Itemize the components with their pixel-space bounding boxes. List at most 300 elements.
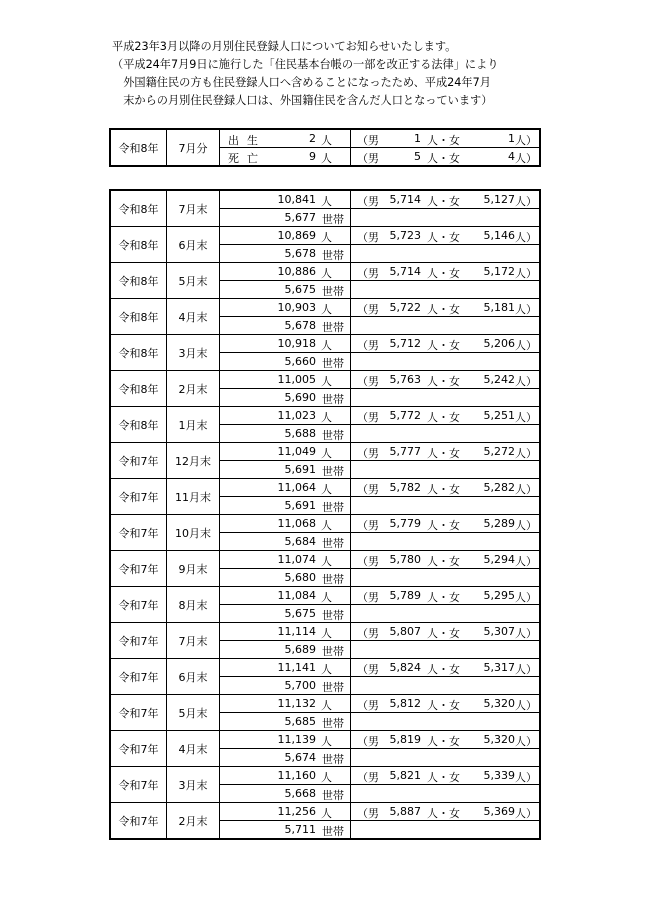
total-cell: [220, 587, 351, 605]
household-cell: [220, 425, 351, 443]
male-count: 5,807: [389, 625, 421, 638]
female-count: 5,282: [483, 481, 515, 494]
male-count: 5,780: [389, 553, 421, 566]
empty-cell: [351, 533, 541, 551]
total-population: 11,064: [277, 481, 316, 494]
female-count: 5,272: [483, 445, 515, 458]
table-row: [110, 335, 540, 353]
person-unit: 人: [321, 699, 332, 712]
household-count: 5,688: [284, 427, 316, 440]
table-row: [110, 623, 540, 641]
female-count: 5,339: [483, 769, 515, 782]
row-year: 令和8年: [110, 227, 167, 263]
total-cell: [220, 443, 351, 461]
household-unit: 世帯: [322, 357, 344, 370]
open-label: （男: [357, 303, 379, 316]
sex-breakdown-cell: [351, 551, 541, 569]
household-cell: [220, 713, 351, 731]
total-population: 11,141: [277, 661, 316, 674]
total-cell: [220, 190, 351, 209]
sex-breakdown-cell: [351, 767, 541, 785]
female-count: 5,206: [483, 337, 515, 350]
sex-breakdown-cell: [351, 443, 541, 461]
household-unit: 世帯: [322, 645, 344, 658]
household-unit: 世帯: [322, 825, 344, 838]
male-count: 5,782: [389, 481, 421, 494]
open-label: （男: [357, 375, 379, 388]
total-cell: [220, 335, 351, 353]
empty-cell: [351, 317, 541, 335]
total-cell: [220, 407, 351, 425]
birth-female: 1: [508, 132, 515, 145]
sex-breakdown-cell: [351, 407, 541, 425]
person-unit: 人: [321, 267, 332, 280]
household-unit: 世帯: [322, 285, 344, 298]
open-label: （男: [357, 134, 379, 147]
total-population: 11,160: [277, 769, 316, 782]
open-label: （男: [357, 339, 379, 352]
household-count: 5,691: [284, 499, 316, 512]
female-count: 5,127: [483, 193, 515, 206]
close-label: 人）: [515, 699, 537, 712]
close-label: 人）: [515, 519, 537, 532]
death-cell: [220, 148, 351, 167]
row-month: 3月末: [167, 335, 220, 371]
table-row: [110, 695, 540, 713]
male-count: 5,714: [389, 265, 421, 278]
household-cell: [220, 245, 351, 263]
male-count: 5,812: [389, 697, 421, 710]
empty-cell: [351, 821, 541, 840]
person-unit: 人: [321, 663, 332, 676]
open-label: （男: [357, 807, 379, 820]
death-label: 死亡: [228, 152, 266, 165]
male-count: 5,772: [389, 409, 421, 422]
sex-breakdown-cell: [351, 731, 541, 749]
close-label: 人）: [515, 134, 537, 147]
person-female-label: 人・女: [427, 411, 460, 424]
female-count: 5,294: [483, 553, 515, 566]
empty-cell: [351, 785, 541, 803]
empty-cell: [351, 461, 541, 479]
total-population: 11,023: [277, 409, 316, 422]
total-cell: [220, 371, 351, 389]
male-count: 5,723: [389, 229, 421, 242]
person-unit: 人: [321, 375, 332, 388]
sex-breakdown-cell: [351, 479, 541, 497]
total-population: 10,886: [277, 265, 316, 278]
total-cell: [220, 515, 351, 533]
row-year: 令和8年: [110, 190, 167, 227]
sex-breakdown-cell: [351, 371, 541, 389]
table-row: [110, 371, 540, 389]
person-female-label: 人・女: [427, 195, 460, 208]
row-year: 令和7年: [110, 731, 167, 767]
household-count: 5,711: [284, 823, 316, 836]
female-count: 5,251: [483, 409, 515, 422]
table-row: [110, 659, 540, 677]
row-month: 12月末: [167, 443, 220, 479]
household-count: 5,674: [284, 751, 316, 764]
total-population: 10,918: [277, 337, 316, 350]
open-label: （男: [357, 555, 379, 568]
row-month: 6月末: [167, 227, 220, 263]
male-count: 5,824: [389, 661, 421, 674]
row-month: 10月末: [167, 515, 220, 551]
sex-breakdown-cell: [351, 263, 541, 281]
person-unit: 人: [321, 591, 332, 604]
person-unit: 人: [321, 627, 332, 640]
close-label: 人）: [515, 231, 537, 244]
total-cell: [220, 767, 351, 785]
household-cell: [220, 389, 351, 407]
empty-cell: [351, 245, 541, 263]
row-month: 3月末: [167, 767, 220, 803]
person-female-label: 人・女: [427, 627, 460, 640]
male-count: 5,887: [389, 805, 421, 818]
row-year: 令和7年: [110, 695, 167, 731]
household-count: 5,700: [284, 679, 316, 692]
total-population: 11,049: [277, 445, 316, 458]
table-row: [110, 299, 540, 317]
total-cell: [220, 479, 351, 497]
total-population: 11,068: [277, 517, 316, 530]
person-unit: 人: [321, 411, 332, 424]
table-row: [110, 515, 540, 533]
total-cell: [220, 227, 351, 245]
close-label: 人）: [515, 735, 537, 748]
female-count: 5,320: [483, 733, 515, 746]
person-unit: 人: [321, 231, 332, 244]
person-female-label: 人・女: [427, 483, 460, 496]
birth-count: 2: [309, 132, 316, 145]
vital-month: 7月分: [167, 129, 220, 166]
sex-breakdown-cell: [351, 587, 541, 605]
sex-breakdown-cell: [351, 803, 541, 821]
death-sex-cell: [351, 148, 541, 167]
row-year: 令和8年: [110, 335, 167, 371]
household-count: 5,680: [284, 571, 316, 584]
household-cell: [220, 749, 351, 767]
birth-sex-cell: [351, 129, 541, 148]
total-population: 11,139: [277, 733, 316, 746]
household-count: 5,684: [284, 535, 316, 548]
close-label: 人）: [515, 591, 537, 604]
total-population: 11,256: [277, 805, 316, 818]
row-year: 令和7年: [110, 551, 167, 587]
household-unit: 世帯: [322, 573, 344, 586]
death-unit: 人: [321, 152, 332, 165]
total-cell: [220, 623, 351, 641]
close-label: 人）: [515, 339, 537, 352]
sex-breakdown-cell: [351, 515, 541, 533]
row-year: 令和8年: [110, 263, 167, 299]
birth-unit: 人: [321, 134, 332, 147]
person-unit: 人: [321, 807, 332, 820]
household-count: 5,660: [284, 355, 316, 368]
person-female-label: 人・女: [427, 231, 460, 244]
household-unit: 世帯: [322, 609, 344, 622]
table-row: [110, 407, 540, 425]
death-female: 4: [508, 150, 515, 163]
empty-cell: [351, 389, 541, 407]
sex-breakdown-cell: [351, 227, 541, 245]
female-count: 5,172: [483, 265, 515, 278]
male-count: 5,714: [389, 193, 421, 206]
open-label: （男: [357, 519, 379, 532]
close-label: 人）: [515, 627, 537, 640]
male-count: 5,763: [389, 373, 421, 386]
open-label: （男: [357, 627, 379, 640]
row-year: 令和7年: [110, 767, 167, 803]
household-count: 5,675: [284, 283, 316, 296]
close-label: 人）: [515, 195, 537, 208]
female-count: 5,317: [483, 661, 515, 674]
household-unit: 世帯: [322, 465, 344, 478]
table-row: [110, 263, 540, 281]
row-year: 令和7年: [110, 659, 167, 695]
household-cell: [220, 317, 351, 335]
row-month: 6月末: [167, 659, 220, 695]
death-count: 9: [309, 150, 316, 163]
total-population: 11,005: [277, 373, 316, 386]
row-year: 令和8年: [110, 407, 167, 443]
female-count: 5,289: [483, 517, 515, 530]
person-female-label: 人・女: [427, 339, 460, 352]
table-row: [110, 227, 540, 245]
female-count: 5,242: [483, 373, 515, 386]
open-label: （男: [357, 735, 379, 748]
death-male: 5: [414, 150, 421, 163]
household-count: 5,691: [284, 463, 316, 476]
male-count: 5,722: [389, 301, 421, 314]
male-count: 5,789: [389, 589, 421, 602]
open-label: （男: [357, 267, 379, 280]
intro-line: 外国籍住民の方も住民登録人口へ含めることになったため、平成24年7月: [112, 76, 491, 89]
household-unit: 世帯: [322, 789, 344, 802]
person-unit: 人: [321, 303, 332, 316]
household-unit: 世帯: [322, 681, 344, 694]
total-population: 11,114: [277, 625, 316, 638]
household-cell: [220, 821, 351, 840]
total-population: 10,841: [277, 193, 316, 206]
household-cell: [220, 677, 351, 695]
household-unit: 世帯: [322, 249, 344, 262]
person-female-label: 人・女: [427, 375, 460, 388]
person-female-label: 人・女: [427, 735, 460, 748]
close-label: 人）: [515, 375, 537, 388]
total-population: 11,132: [277, 697, 316, 710]
household-unit: 世帯: [322, 717, 344, 730]
table-row: [110, 551, 540, 569]
household-count: 5,685: [284, 715, 316, 728]
sex-breakdown-cell: [351, 335, 541, 353]
row-year: 令和7年: [110, 623, 167, 659]
household-count: 5,678: [284, 247, 316, 260]
close-label: 人）: [515, 555, 537, 568]
household-count: 5,668: [284, 787, 316, 800]
open-label: （男: [357, 663, 379, 676]
person-female-label: 人・女: [427, 807, 460, 820]
household-unit: 世帯: [322, 213, 344, 226]
household-cell: [220, 605, 351, 623]
row-year: 令和7年: [110, 479, 167, 515]
person-female-label: 人・女: [427, 663, 460, 676]
person-unit: 人: [321, 555, 332, 568]
row-month: 7月末: [167, 190, 220, 227]
total-population: 11,084: [277, 589, 316, 602]
close-label: 人）: [515, 303, 537, 316]
household-unit: 世帯: [322, 501, 344, 514]
close-label: 人）: [515, 411, 537, 424]
row-year: 令和7年: [110, 515, 167, 551]
household-cell: [220, 353, 351, 371]
household-unit: 世帯: [322, 429, 344, 442]
total-cell: [220, 803, 351, 821]
household-unit: 世帯: [322, 753, 344, 766]
household-cell: [220, 209, 351, 227]
open-label: （男: [357, 152, 379, 165]
household-count: 5,675: [284, 607, 316, 620]
household-cell: [220, 641, 351, 659]
empty-cell: [351, 677, 541, 695]
close-label: 人）: [515, 807, 537, 820]
person-female-label: 人・女: [427, 591, 460, 604]
close-label: 人）: [515, 771, 537, 784]
person-unit: 人: [321, 519, 332, 532]
intro-line: （平成24年7月9日に施行した「住民基本台帳の一部を改正する法律」により: [112, 58, 499, 71]
person-unit: 人: [321, 483, 332, 496]
total-cell: [220, 299, 351, 317]
row-year: 令和8年: [110, 371, 167, 407]
intro-text: [112, 38, 612, 110]
person-female-label: 人・女: [427, 152, 460, 165]
household-count: 5,690: [284, 391, 316, 404]
female-count: 5,307: [483, 625, 515, 638]
open-label: （男: [357, 591, 379, 604]
row-month: 11月末: [167, 479, 220, 515]
row-month: 4月末: [167, 299, 220, 335]
table-row: [110, 767, 540, 785]
open-label: （男: [357, 699, 379, 712]
empty-cell: [351, 209, 541, 227]
close-label: 人）: [515, 447, 537, 460]
person-female-label: 人・女: [427, 519, 460, 532]
intro-line: 末からの月別住民登録人口は、外国籍住民を含んだ人口となっています）: [112, 94, 493, 107]
household-cell: [220, 785, 351, 803]
household-cell: [220, 569, 351, 587]
row-month: 4月末: [167, 731, 220, 767]
household-count: 5,689: [284, 643, 316, 656]
male-count: 5,779: [389, 517, 421, 530]
open-label: （男: [357, 231, 379, 244]
close-label: 人）: [515, 152, 537, 165]
empty-cell: [351, 605, 541, 623]
female-count: 5,295: [483, 589, 515, 602]
household-unit: 世帯: [322, 393, 344, 406]
female-count: 5,320: [483, 697, 515, 710]
person-female-label: 人・女: [427, 447, 460, 460]
row-month: 9月末: [167, 551, 220, 587]
sex-breakdown-cell: [351, 659, 541, 677]
person-unit: 人: [321, 771, 332, 784]
empty-cell: [351, 281, 541, 299]
table-row: [110, 443, 540, 461]
person-unit: 人: [321, 195, 332, 208]
household-unit: 世帯: [322, 537, 344, 550]
table-row: [110, 803, 540, 821]
birth-cell: [220, 129, 351, 148]
birth-male: 1: [414, 132, 421, 145]
household-count: 5,677: [284, 211, 316, 224]
total-population: 10,869: [277, 229, 316, 242]
table-row: [110, 190, 540, 209]
female-count: 5,369: [483, 805, 515, 818]
row-year: 令和7年: [110, 443, 167, 479]
table-row: [110, 587, 540, 605]
row-year: 令和8年: [110, 299, 167, 335]
female-count: 5,146: [483, 229, 515, 242]
empty-cell: [351, 641, 541, 659]
total-cell: [220, 731, 351, 749]
row-month: 5月末: [167, 695, 220, 731]
female-count: 5,181: [483, 301, 515, 314]
household-cell: [220, 497, 351, 515]
vital-stats-table: [109, 128, 541, 167]
male-count: 5,819: [389, 733, 421, 746]
person-female-label: 人・女: [427, 267, 460, 280]
total-cell: [220, 659, 351, 677]
empty-cell: [351, 425, 541, 443]
table-row: [110, 479, 540, 497]
person-female-label: 人・女: [427, 771, 460, 784]
person-female-label: 人・女: [427, 303, 460, 316]
row-year: 令和7年: [110, 587, 167, 623]
total-cell: [220, 695, 351, 713]
total-cell: [220, 551, 351, 569]
household-cell: [220, 461, 351, 479]
empty-cell: [351, 569, 541, 587]
person-unit: 人: [321, 447, 332, 460]
sex-breakdown-cell: [351, 695, 541, 713]
person-unit: 人: [321, 735, 332, 748]
table-row: [110, 731, 540, 749]
empty-cell: [351, 713, 541, 731]
row-month: 7月末: [167, 623, 220, 659]
row-month: 5月末: [167, 263, 220, 299]
close-label: 人）: [515, 267, 537, 280]
row-month: 2月末: [167, 371, 220, 407]
empty-cell: [351, 353, 541, 371]
sex-breakdown-cell: [351, 299, 541, 317]
close-label: 人）: [515, 663, 537, 676]
monthly-population-table: [109, 189, 541, 840]
row-month: 2月末: [167, 803, 220, 840]
row-month: 8月末: [167, 587, 220, 623]
person-female-label: 人・女: [427, 555, 460, 568]
open-label: （男: [357, 447, 379, 460]
household-unit: 世帯: [322, 321, 344, 334]
person-female-label: 人・女: [427, 699, 460, 712]
empty-cell: [351, 497, 541, 515]
empty-cell: [351, 749, 541, 767]
person-female-label: 人・女: [427, 134, 460, 147]
person-unit: 人: [321, 339, 332, 352]
male-count: 5,821: [389, 769, 421, 782]
intro-line: 平成23年3月以降の月別住民登録人口についてお知らせいたします。: [112, 40, 457, 53]
total-population: 11,074: [277, 553, 316, 566]
total-cell: [220, 263, 351, 281]
